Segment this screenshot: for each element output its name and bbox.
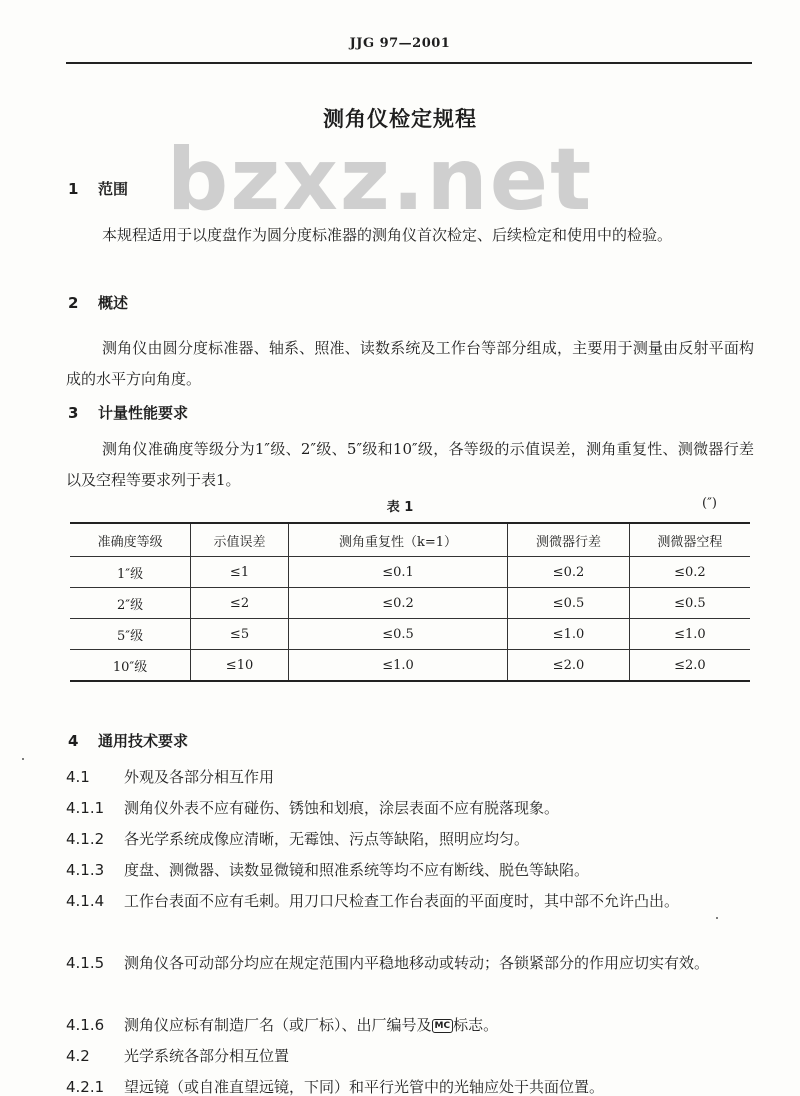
clause-number: 4.2 [66,1047,90,1065]
table-row [70,557,750,588]
clause-text: 光学系统各部分相互位置 [124,1047,290,1065]
table-cell: ≤1.0 [508,619,630,650]
clause-number: 4.1.6 [66,1016,105,1034]
clause-4-2-1 [66,1072,754,1096]
clause-number: 4.1.2 [66,830,105,848]
clause-number: 4.1.5 [66,954,105,972]
spec-table [70,522,750,682]
table-cell: ≤0.1 [288,557,507,588]
section-2-heading [68,292,128,313]
clause-text: 测角仪各可动部分均应在规定范围内平稳地移动或转动；各锁紧部分的作用应切实有效。 [124,954,710,972]
clause-4-1-6 [66,1010,754,1041]
table-unit: (″) [702,496,717,511]
table-cell: ≤2.0 [508,650,630,682]
table-header-cell: 测微器行差 [508,523,630,557]
table-cell: ≤0.5 [629,588,750,619]
clause-number: 4.1.1 [66,799,105,817]
clause-text: 各光学系统成像应清晰，无霉蚀、污点等缺陷，照明应均匀。 [124,830,530,848]
section-1-text: 本规程适用于以度盘作为圆分度标准器的测角仪首次检定、后续检定和使用中的检验。 [102,226,673,244]
table-header-row [70,523,750,557]
clause-4-1-2 [66,824,754,855]
table-cell: ≤1.0 [629,619,750,650]
clause-4-1-1 [66,793,754,824]
section-number: 4 [68,732,79,750]
section-2-text: 测角仪由圆分度标准器、轴系、照准、读数系统及工作台等部分组成，主要用于测量由反射平面构成的水平方向角度。 [66,339,754,388]
clause-4-1-4 [66,886,754,917]
table-cell: ≤0.2 [508,557,630,588]
section-3-heading [68,402,188,423]
table-cell: ≤2 [191,588,289,619]
section-1-heading [68,178,128,199]
table-row [70,619,750,650]
table-cell: ≤1.0 [288,650,507,682]
scan-speck [22,758,24,760]
table-caption: 表 1 [386,500,414,515]
table-cell: 10″级 [70,650,191,682]
section-3-text: 测角仪准确度等级分为1″级、2″级、5″级和10″级，各等级的示值误差，测角重复性、测微器行差以及空程等要求列于表1。 [66,440,754,489]
table-cell: ≤2.0 [629,650,750,682]
section-title: 范围 [98,180,129,198]
clause-number: 4.1 [66,768,90,786]
clause-4-2 [66,1041,754,1072]
document-title: 测角仪检定规程 [323,107,477,131]
clause-text: 度盘、测微器、读数显微镜和照准系统等均不应有断线、脱色等缺陷。 [124,861,590,879]
standard-code: JJG 97—2001 [349,36,451,51]
clause-text: 望远镜（或自准直望远镜，下同）和平行光管中的光轴应处于共面位置。 [124,1078,605,1096]
clause-text: 外观及各部分相互作用 [124,768,275,786]
section-title: 计量性能要求 [98,404,189,422]
scan-speck [716,917,718,919]
clause-number: 4.1.4 [66,892,105,910]
clause-text: 工作台表面不应有毛刺。用刀口尺检查工作台表面的平面度时，其中部不允许凸出。 [124,892,680,910]
table-cell: ≤5 [191,619,289,650]
mc-mark-icon: MC [432,1019,454,1033]
section-number: 2 [68,294,79,312]
table-cell: 5″级 [70,619,191,650]
section-number: 1 [68,180,79,198]
table-cell: ≤0.2 [288,588,507,619]
clause-text: 测角仪外表不应有碰伤、锈蚀和划痕，涂层表面不应有脱落现象。 [124,799,560,817]
table-cell: ≤10 [191,650,289,682]
clause-4-1-3 [66,855,754,886]
table-cell: ≤1 [191,557,289,588]
table-cell: ≤0.5 [508,588,630,619]
table-cell: 2″级 [70,588,191,619]
header-rule [66,62,752,64]
clause-number: 4.2.1 [66,1078,105,1096]
table-row [70,588,750,619]
table-cell: ≤0.2 [629,557,750,588]
table-header-cell: 准确度等级 [70,523,191,557]
clause-4-1 [66,762,754,793]
clause-number: 4.1.3 [66,861,105,879]
table-header-cell: 测角重复性（k=1） [288,523,507,557]
section-number: 3 [68,404,79,422]
table-cell: ≤0.5 [288,619,507,650]
watermark: bzxz.net [166,130,594,230]
section-title: 概述 [98,294,129,312]
table-header-cell: 测微器空程 [629,523,750,557]
clause-4-1-5 [66,948,754,979]
clause-text-end: 标志。 [453,1016,499,1034]
section-title: 通用技术要求 [98,732,189,750]
clause-text: 测角仪应标有制造厂名（或厂标）、出厂编号及 [124,1016,432,1034]
section-4-heading [68,730,188,751]
table-header-cell: 示值误差 [191,523,289,557]
table-cell: 1″级 [70,557,191,588]
table-row [70,650,750,682]
